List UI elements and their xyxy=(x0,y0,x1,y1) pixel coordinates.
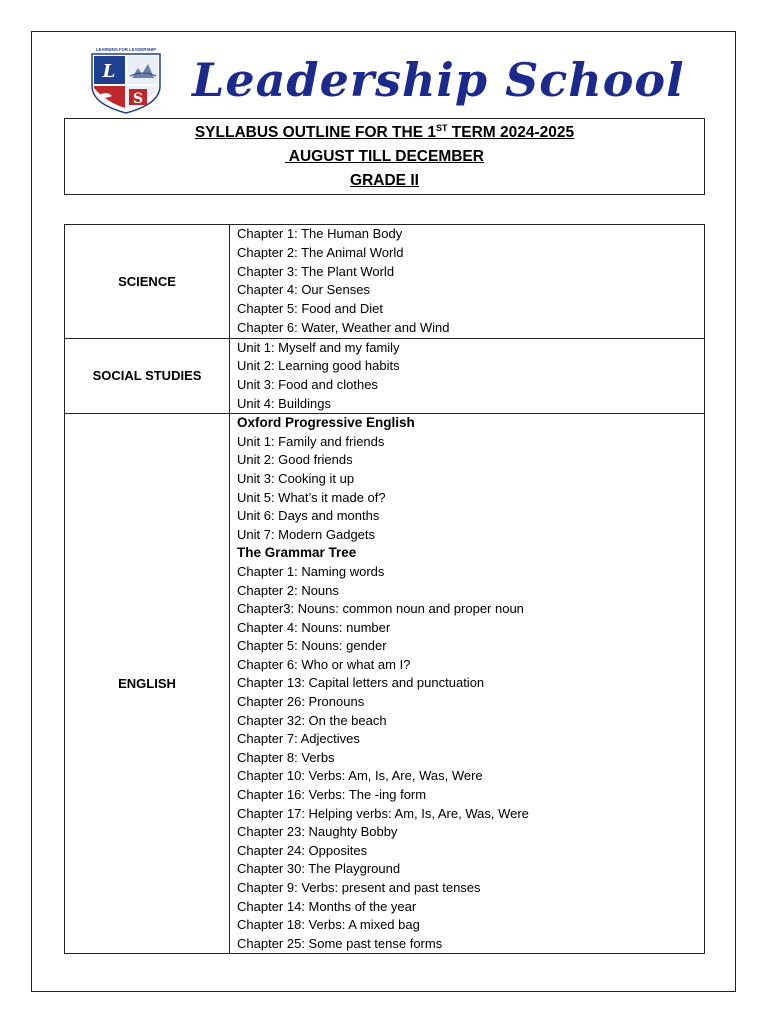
list-item: Chapter 10: Verbs: Am, Is, Are, Was, Were xyxy=(237,768,483,784)
logo-letter-l: L xyxy=(102,61,116,82)
list-item: Unit 3: Cooking it up xyxy=(237,470,355,486)
list-item: Chapter 6: Who or what am I? xyxy=(237,656,411,672)
list-item: Chapter 1: The Human Body xyxy=(237,226,403,241)
logo-letter-s: S xyxy=(132,91,144,107)
list-item: Chapter 32: On the beach xyxy=(237,712,387,728)
list-item: Chapter 23: Naughty Bobby xyxy=(237,824,398,840)
book-heading-oxford: Oxford Progressive English xyxy=(237,415,415,431)
list-item: Unit 1: Family and friends xyxy=(237,433,385,449)
list-item: Chapter 7: Adjectives xyxy=(237,731,360,747)
school-name: Leadership School xyxy=(192,53,685,107)
title-grade: GRADE II xyxy=(350,172,419,189)
list-item: Chapter 13: Capital letters and punctuation xyxy=(237,675,485,691)
list-item: Unit 2: Learning good habits xyxy=(237,358,400,374)
table-row-social-studies xyxy=(65,338,705,413)
school-crest-logo xyxy=(88,46,164,114)
list-item: Chapter 6: Water, Weather and Wind xyxy=(237,319,450,335)
list-item: Unit 4: Buildings xyxy=(237,395,331,411)
list-item: Chapter 3: The Plant World xyxy=(237,263,395,279)
list-item: Chapter 24: Opposites xyxy=(237,842,368,858)
table-row-science xyxy=(65,225,705,339)
list-item: Chapter 25: Some past tense forms xyxy=(237,935,443,951)
book-heading-grammar-tree: The Grammar Tree xyxy=(237,545,357,561)
list-item: Unit 2: Good friends xyxy=(237,452,353,468)
syllabus-table xyxy=(64,224,705,954)
subject-science: SCIENCE xyxy=(65,225,230,339)
list-item: Chapter 5: Nouns: gender xyxy=(237,638,387,654)
list-item: Chapter 16: Verbs: The -ing form xyxy=(237,787,427,803)
title-period: AUGUST TILL DECEMBER xyxy=(285,148,484,165)
table-row-english xyxy=(65,414,705,954)
list-item: Chapter 2: Nouns xyxy=(237,582,339,598)
list-item: Chapter 18: Verbs: A mixed bag xyxy=(237,917,420,933)
list-item: Chapter 1: Naming words xyxy=(237,563,385,579)
list-item: Chapter 2: The Animal World xyxy=(237,244,404,260)
list-item: Chapter 14: Months of the year xyxy=(237,898,417,914)
list-item: Chapter 5: Food and Diet xyxy=(237,301,383,317)
list-item: Chapter 17: Helping verbs: Am, Is, Are, Was, Were xyxy=(237,805,529,821)
list-item: Chapter3: Nouns: common noun and proper noun xyxy=(237,601,524,617)
list-item: Chapter 26: Pronouns xyxy=(237,694,365,710)
list-item: Chapter 4: Our Senses xyxy=(237,282,370,298)
list-item: Unit 3: Food and clothes xyxy=(237,376,378,392)
list-item: Chapter 4: Nouns: number xyxy=(237,619,391,635)
school-header xyxy=(88,46,685,114)
list-item: Unit 5: What’s it made of? xyxy=(237,489,386,505)
list-item: Unit 6: Days and months xyxy=(237,508,380,524)
list-item: Unit 7: Modern Gadgets xyxy=(237,526,376,542)
subject-social-studies: SOCIAL STUDIES xyxy=(65,338,230,413)
english-items xyxy=(230,414,705,954)
subject-english: ENGLISH xyxy=(65,414,230,954)
logo-caption: LEARNING FOR LEADERSHIP xyxy=(95,47,157,52)
list-item: Chapter 8: Verbs xyxy=(237,749,335,765)
social-studies-items xyxy=(230,338,705,413)
list-item: Chapter 9: Verbs: present and past tenses xyxy=(237,880,481,895)
science-items xyxy=(230,225,705,339)
syllabus-title-box xyxy=(64,118,705,195)
list-item: Unit 1: Myself and my family xyxy=(237,339,400,355)
title-term: SYLLABUS OUTLINE FOR THE 1ST TERM 2024-2025 xyxy=(194,122,575,141)
list-item: Chapter 30: The Playground xyxy=(237,861,401,877)
